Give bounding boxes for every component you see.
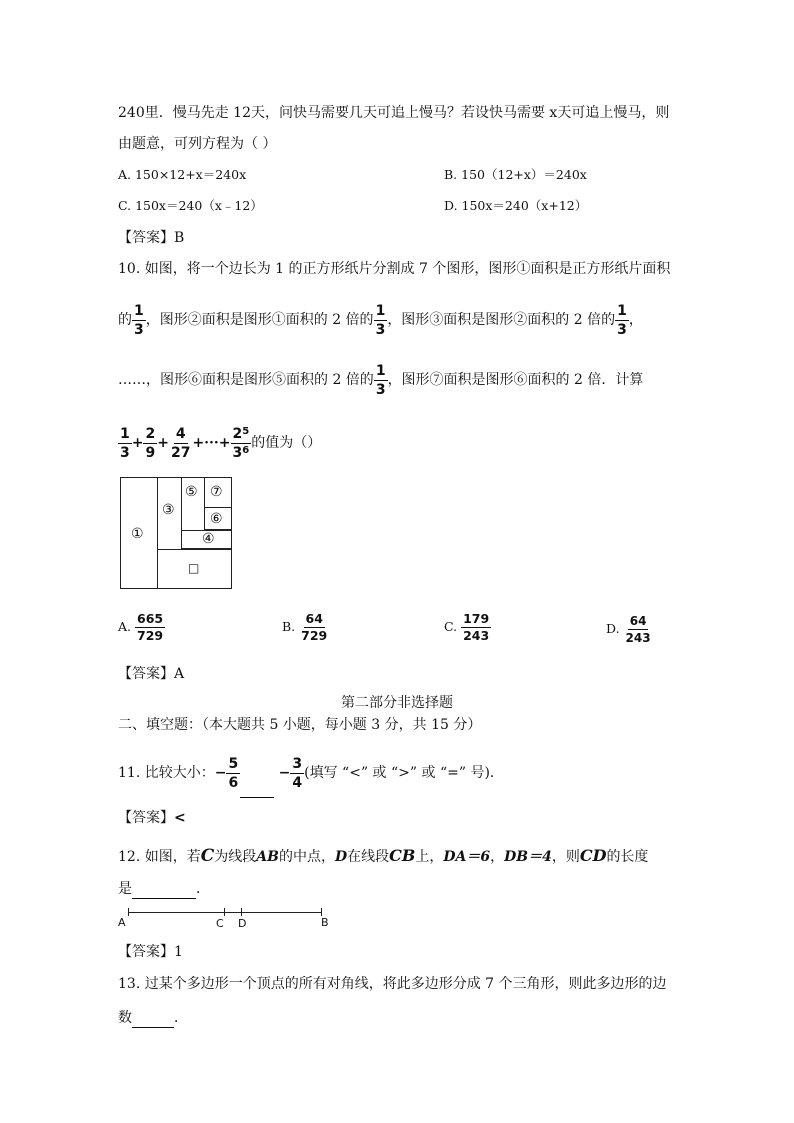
q10-tail: 的值为（） — [251, 435, 322, 451]
q11-line — [118, 748, 504, 798]
q10-line1: 10. 如图，将一个边长为 1 的正方形纸片分割成 7 个图形，图形①面积是正方形纸片面积 — [118, 261, 671, 277]
var-CD: CD — [579, 846, 607, 865]
fraction-one-third: $\frac{1}{3}$ — [375, 362, 386, 398]
eq-DA: DA＝6 — [443, 849, 491, 865]
square-figure — [120, 477, 232, 589]
point-B-label: B — [321, 916, 329, 929]
region-6-label: ⑥ — [210, 511, 223, 527]
point-C-label: C — [216, 917, 224, 930]
q10-line3 — [118, 357, 643, 403]
q10-line2-c: ，图形③面积是图形②面积的 2 倍的 — [387, 312, 616, 328]
q10-option-d: D. $\frac{64}{243}$ — [606, 614, 651, 645]
segment-figure — [118, 906, 333, 932]
minus-sign: − — [278, 765, 291, 781]
q11-answer: 【答案】< — [118, 810, 186, 826]
q13-line1: 13. 过某个多边形一个顶点的所有对角线，将此多边形分成 7 个三角形，则此多边形的边 — [118, 976, 667, 992]
q10-option-c: C. $\frac{179}{243}$ — [444, 610, 490, 643]
fraction-one-third: $\frac{1}{3}$ — [617, 302, 627, 338]
region-4-label: ④ — [202, 531, 215, 547]
var-AB: AB — [256, 849, 279, 865]
term-last: $\frac{2^5}{3^6}$ — [232, 425, 250, 461]
term-2: $\frac{2}{9}$ — [145, 425, 156, 461]
var-D: D — [334, 849, 348, 865]
q11-answer-blank[interactable] — [240, 783, 274, 798]
q9-line2: 由题意，可列方程为（ ） — [118, 136, 277, 152]
q10-answer: 【答案】A — [118, 666, 185, 682]
region-5-label: ⑤ — [185, 484, 198, 500]
q10-line3-a: ……，图形⑥面积是图形⑤面积的 2 倍的 — [118, 372, 374, 388]
fraction-one-third: $\frac{1}{3}$ — [134, 302, 144, 338]
q10-option-b: B. $\frac{64}{729}$ — [282, 610, 328, 643]
section-fill-in-blank: 二、填空题：（本大题共 5 小题，每小题 3 分，共 15 分） — [118, 717, 482, 733]
q13-line2: 数 ． — [118, 1010, 188, 1026]
q12-line2: 是 ． — [118, 881, 210, 897]
q9-option-a: A. 150×12+x＝240x — [118, 167, 247, 182]
q10-line3-b: ，图形⑦面积是图形⑥面积的 2 倍．计算 — [387, 372, 644, 388]
q10-line2-b: ，图形②面积是图形①面积的 2 倍的 — [145, 312, 374, 328]
var-CB: CB — [389, 846, 416, 865]
q12-answer-blank[interactable] — [132, 884, 196, 899]
region-2-label: □ — [188, 561, 200, 575]
q13-answer-blank[interactable] — [132, 1013, 174, 1028]
q11-prefix: 11. 比较大小： — [118, 765, 215, 781]
q11-suffix: (填写 “<” 或 “>” 或 “=” 号)． — [304, 765, 504, 781]
eq-DB: DB＝4 — [504, 849, 552, 865]
q12-line1: 12. 如图，若C为线段AB的中点，D在线段CB上，DA＝6，DB＝4，则CD的长度 — [118, 846, 649, 866]
fraction-five-sixths: $\frac{5}{6}$ — [228, 755, 239, 791]
q10-line2 — [118, 297, 643, 343]
plus-sign: + — [131, 435, 144, 451]
q10-expression — [118, 420, 321, 466]
q12-answer: 【答案】1 — [118, 944, 183, 960]
point-D-label: D — [238, 917, 247, 930]
region-1-label: ① — [131, 526, 144, 542]
q9-option-b: B. 150（12+x）＝240x — [444, 167, 587, 182]
q10-option-a: A. $\frac{665}{729}$ — [118, 610, 164, 643]
q9-line1: 240里．慢马先走 12天，问快马需要几天可追上慢马？若设快马需要 x天可追上慢马，则 — [118, 105, 670, 121]
q9-answer: 【答案】B — [118, 230, 185, 246]
fraction-three-quarters: $\frac{3}{4}$ — [292, 755, 303, 791]
minus-sign: − — [214, 765, 227, 781]
q10-line2-a: 的 — [118, 312, 132, 328]
var-C: C — [200, 846, 215, 866]
region-3-label: ③ — [162, 502, 175, 518]
part2-title: 第二部分非选择题 — [341, 695, 453, 711]
q9-option-c: C. 150x＝240（x﹣12） — [118, 198, 263, 213]
region-7-label: ⑦ — [210, 484, 223, 500]
fraction-one-third: $\frac{1}{3}$ — [375, 302, 386, 338]
term-3: $\frac{4}{27}$ — [170, 425, 191, 461]
q10-line2-d: ， — [628, 312, 643, 328]
term-1: $\frac{1}{3}$ — [120, 425, 130, 461]
ellipsis-plus: +···+ — [192, 435, 231, 451]
q9-option-d: D. 150x＝240（x+12） — [444, 198, 588, 213]
point-A-label: A — [118, 916, 126, 929]
plus-sign: + — [157, 435, 169, 451]
